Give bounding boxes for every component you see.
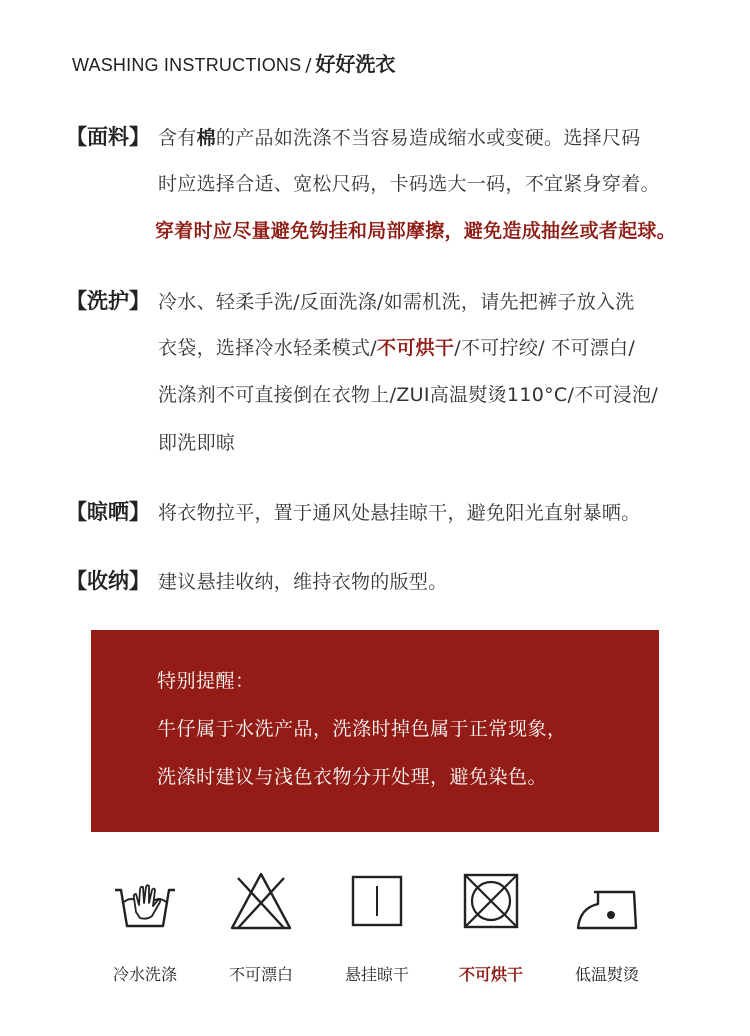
dry-line-1: 将衣物拉平，置于通风处悬挂晾干，避免阳光直射暴晒。 (158, 502, 641, 524)
wash-line-3: 洗涤剂不可直接倒在衣物上/ZUI高温熨烫110°C/不可浸泡/ (158, 384, 659, 406)
header-english-title: WASHING INSTRUCTIONS (72, 55, 302, 75)
care-label-no-bleach: 不可漂白 (228, 965, 293, 984)
fabric-cotton-keyword: 棉 (196, 127, 216, 149)
care-item-hand-wash (86, 868, 204, 985)
fabric-line-1 (158, 123, 641, 150)
notice-line-1: 牛仔属于水洗产品，洗涤时掉色属于正常现象， (157, 718, 567, 740)
low-iron-icon (574, 868, 640, 934)
no-tumble-dry-icon (458, 868, 524, 934)
fabric-line-1-a: 含有 (158, 127, 197, 149)
care-label-no-tumble-dry: 不可烘干 (458, 965, 523, 984)
store-label: 【收纳】 (66, 569, 150, 593)
header-separator: / (305, 55, 312, 76)
fabric-label: 【面料】 (66, 125, 150, 149)
wash-label: 【洗护】 (66, 289, 150, 313)
hand-wash-icon (112, 868, 178, 934)
wash-line-2-c: /不可拧绞/ 不可漂白/ (454, 337, 636, 359)
care-label-hand-wash: 冷水洗涤 (112, 965, 177, 984)
fabric-warning-line: 穿着时应尽量避免钩挂和局部摩擦，避免造成抽丝或者起球。 (155, 220, 677, 242)
care-item-no-tumble-dry (432, 868, 550, 985)
store-line-1: 建议悬挂收纳，维持衣物的版型。 (158, 571, 448, 593)
care-label-low-iron: 低温熨烫 (574, 965, 639, 984)
fabric-line-2: 时应选择合适、宽松尺码，卡码选大一码，不宜紧身穿着。 (158, 173, 660, 195)
fabric-line-1-c: 的产品如洗涤不当容易造成缩水或变硬。选择尺码 (215, 127, 641, 149)
care-item-hang-dry (318, 868, 436, 985)
hang-dry-icon (344, 868, 410, 934)
notice-title: 特别提醒： (157, 670, 255, 692)
notice-line-2: 洗涤时建议与浅色衣物分开处理，避免染色。 (157, 766, 548, 788)
wash-line-2-a: 衣袋，选择冷水轻柔模式/ (158, 337, 378, 359)
no-bleach-icon (228, 868, 294, 934)
care-item-low-iron (548, 868, 666, 985)
wash-line-4: 即洗即晾 (158, 432, 236, 454)
wash-line-2 (158, 333, 635, 360)
page-header (72, 48, 395, 77)
care-item-no-bleach (202, 868, 320, 985)
care-label-hang-dry: 悬挂晾干 (344, 965, 409, 984)
wash-line-1: 冷水、轻柔手洗/反面洗涤/如需机洗，请先把裤子放入洗 (158, 291, 635, 313)
dry-label: 【晾晒】 (66, 500, 150, 524)
wash-no-tumble-dry-highlight: 不可烘干 (377, 337, 455, 359)
special-notice-box (91, 630, 659, 832)
header-chinese-title: 好好洗衣 (315, 52, 396, 76)
